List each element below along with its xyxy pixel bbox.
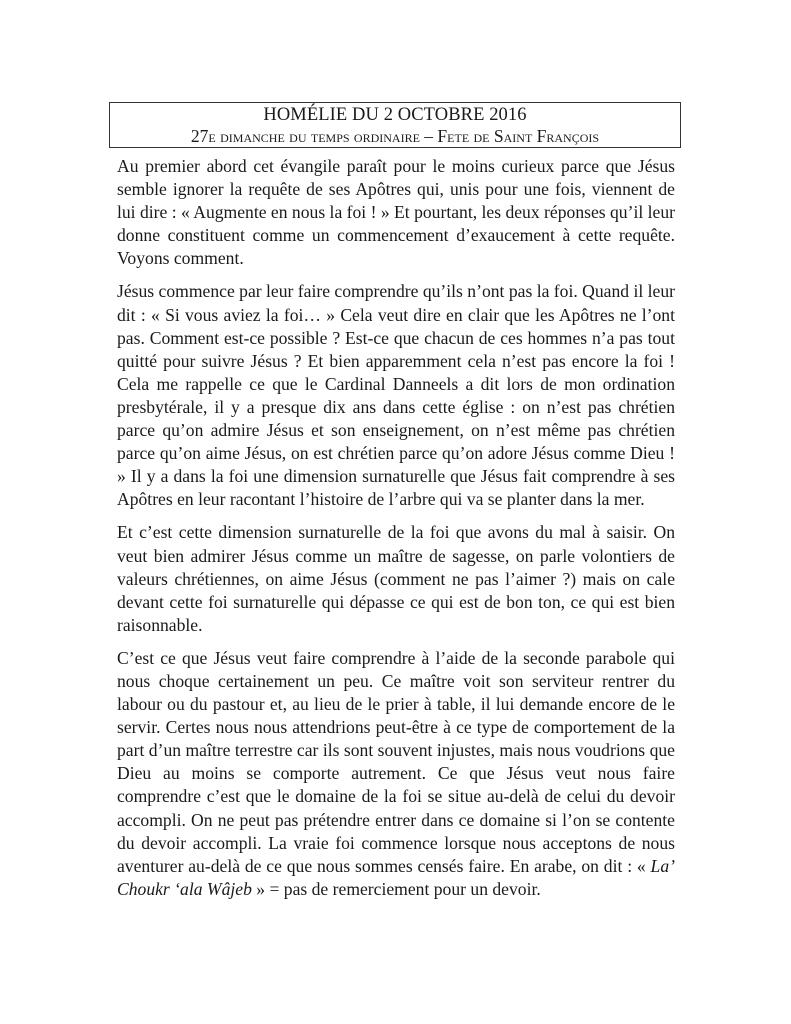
title-box [109,102,681,148]
paragraph-4 [117,647,675,901]
paragraph-1: Au premier abord cet évangile paraît pour le moins curieux parce que Jésus semble ignorer la requête de ses Apôtres qui, unis pour une fois, viennent de lui dire : « Augmente en nous la foi ! » Et pourtant, les deux réponses qu’il leur donne constituent comme un commencement d’exaucement à cette requête. Voyons comment. [117,156,675,269]
paragraph-4-text: C’est ce que Jésus veut faire comprendre à l’aide de la seconde parabole qui nous choque certainement un peu. Ce maître voit son serviteur rentrer du labour ou du pastour et, au lieu de le prier à table, il lui demande encore de le servir. Certes nous nous attendrions peut-être à ce type de comportement de la part d’un maître terrestre car ils sont souvent injustes, mais nous voudrions que Dieu au moins se comporte autrement. Ce que Jésus veut nous faire comprendre c’est que le domaine de la foi se situe au-delà de celui du devoir accompli. On ne peut pas prétendre entrer dans ce domaine si l’on se contente du devoir accompli. La vraie foi commence lorsque nous acceptons de nous aventurer au-delà de ce que nous sommes censés faire. En arabe, on dit : « [117,647,675,876]
paragraph-3: Et c’est cette dimension surnaturelle de la foi que avons du mal à saisir. On veut bien admirer Jésus comme un maître de sagesse, on parle volontiers de valeurs chrétiennes, on aime Jésus (comment ne pas l’aimer ?) mais on cale devant cette foi surnaturelle qui dépasse ce qui est de bon ton, ce qui est bien raisonnable. [117,522,675,635]
paragraph-2: Jésus commence par leur faire comprendre qu’ils n’ont pas la foi. Quand il leur dit : « Si vous aviez la foi… » Cela veut dire en clair que les Apôtres ne l’ont pas. Comment est-ce possible ? Est-ce que chacun de ces hommes n’a pas tout quitté pour suivre Jésus ? Et bien apparemment cela n’est pas encore la foi ! Cela me rappelle ce que le Cardinal Danneels a dit lors de mon ordination presbytérale, il y a presque dix ans dans cette église : on n’est pas chrétien parce qu’on admire Jésus et son enseignement, on n’est même pas chrétien parce qu’on aime Jésus, on est chrétien parce qu’on adore Jésus comme Dieu ! » Il y a dans la foi une dimension surnaturelle que Jésus fait comprendre à ses Apôtres en leur racontant l’histoire de l’arbre qui va se planter dans la mer. [117,281,675,510]
homily-subtitle: 27e dimanche du temps ordinaire – Fete de Saint François [190,126,600,146]
paragraph-4-ending: » = pas de remerciement pour un devoir. [251,878,541,899]
homily-body [117,155,675,901]
homily-title: HOMÉLIE DU 2 OCTOBRE 2016 [263,105,527,125]
arabic-saying: La’ Choukr ‘ala Wâjeb [117,855,675,899]
